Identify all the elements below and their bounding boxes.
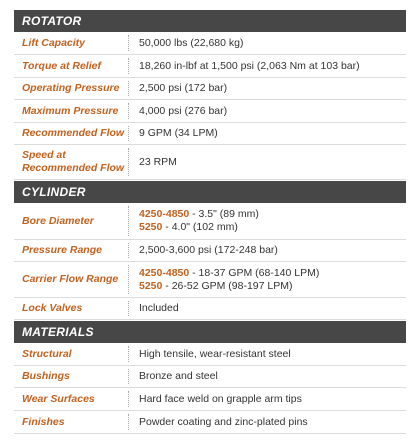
spec-value: 4,000 psi (276 bar)	[139, 104, 228, 117]
spec-label: Pressure Range	[22, 244, 102, 256]
spec-row-recommended-flow	[14, 123, 406, 145]
spec-row-speed	[14, 145, 406, 180]
spec-row-wear-surfaces	[14, 388, 406, 411]
spec-row-torque	[14, 55, 406, 78]
spec-value: 23 RPM	[139, 155, 177, 168]
spec-value: 9 GPM (34 LPM)	[139, 127, 218, 139]
spec-label: Bore Diameter	[22, 214, 94, 227]
spec-value: High tensile, wear-resistant steel	[139, 347, 291, 360]
spec-label: Wear Surfaces	[22, 392, 95, 405]
spec-row-lock-valves	[14, 298, 406, 320]
spec-value: Bronze and steel	[139, 370, 218, 382]
spec-row-bushings	[14, 366, 406, 388]
spec-row-finishes	[14, 411, 406, 434]
spec-value: Powder coating and zinc-plated pins	[139, 415, 308, 428]
section-header-materials: MATERIALS	[14, 321, 406, 343]
spec-row-carrier-flow	[14, 262, 406, 298]
model-value: - 3.5" (89 mm)	[189, 208, 259, 220]
spec-label: Operating Pressure	[22, 82, 120, 94]
spec-value	[129, 208, 259, 234]
spec-label-line: Speed at	[22, 149, 66, 161]
spec-label: Carrier Flow Range	[22, 273, 119, 285]
section-header-rotator: ROTATOR	[14, 10, 406, 32]
spec-label: Torque at Relief	[22, 59, 101, 72]
spec-row-structural	[14, 343, 406, 366]
model-value: - 18-37 GPM (68-140 LPM)	[189, 266, 320, 279]
spec-label: Lock Valves	[22, 302, 83, 314]
spec-label: Recommended Flow	[22, 127, 125, 139]
spec-label-line: Recommended Flow	[22, 162, 125, 174]
spec-row-lift-capacity	[14, 32, 406, 55]
spec-value: 18,260 in-lbf at 1,500 psi (2,063 Nm at 103 bar)	[139, 59, 360, 72]
cropped-next-row	[14, 438, 406, 447]
model-value: - 4.0" (102 mm)	[162, 221, 238, 233]
spec-value: Included	[139, 302, 179, 314]
spec-label: Structural	[22, 347, 72, 360]
section-header-cylinder: CYLINDER	[14, 181, 406, 203]
spec-label: Bushings	[22, 370, 70, 382]
spec-label: Finishes	[22, 415, 65, 428]
spec-label: Lift Capacity	[22, 36, 86, 49]
spec-label	[14, 149, 128, 175]
spec-label: Maximum Pressure	[22, 104, 119, 117]
model-number: 4250-4850	[139, 266, 190, 279]
spec-value: Hard face weld on grapple arm tips	[139, 392, 302, 405]
model-value: - 26-52 GPM (98-197 LPM)	[162, 279, 293, 292]
spec-value: 2,500 psi (172 bar)	[139, 82, 228, 94]
spec-value	[129, 267, 319, 293]
model-number: 4250-4850	[139, 208, 190, 220]
spec-value: 2,500-3,600 psi (172-248 bar)	[139, 244, 278, 256]
spec-row-bore-diameter	[14, 203, 406, 240]
spec-row-max-pressure	[14, 100, 406, 123]
model-number: 5250	[139, 221, 163, 233]
spec-row-pressure-range	[14, 240, 406, 262]
spec-value: 50,000 lbs (22,680 kg)	[139, 36, 244, 49]
spec-row-operating-pressure	[14, 78, 406, 100]
model-number: 5250	[139, 279, 163, 292]
